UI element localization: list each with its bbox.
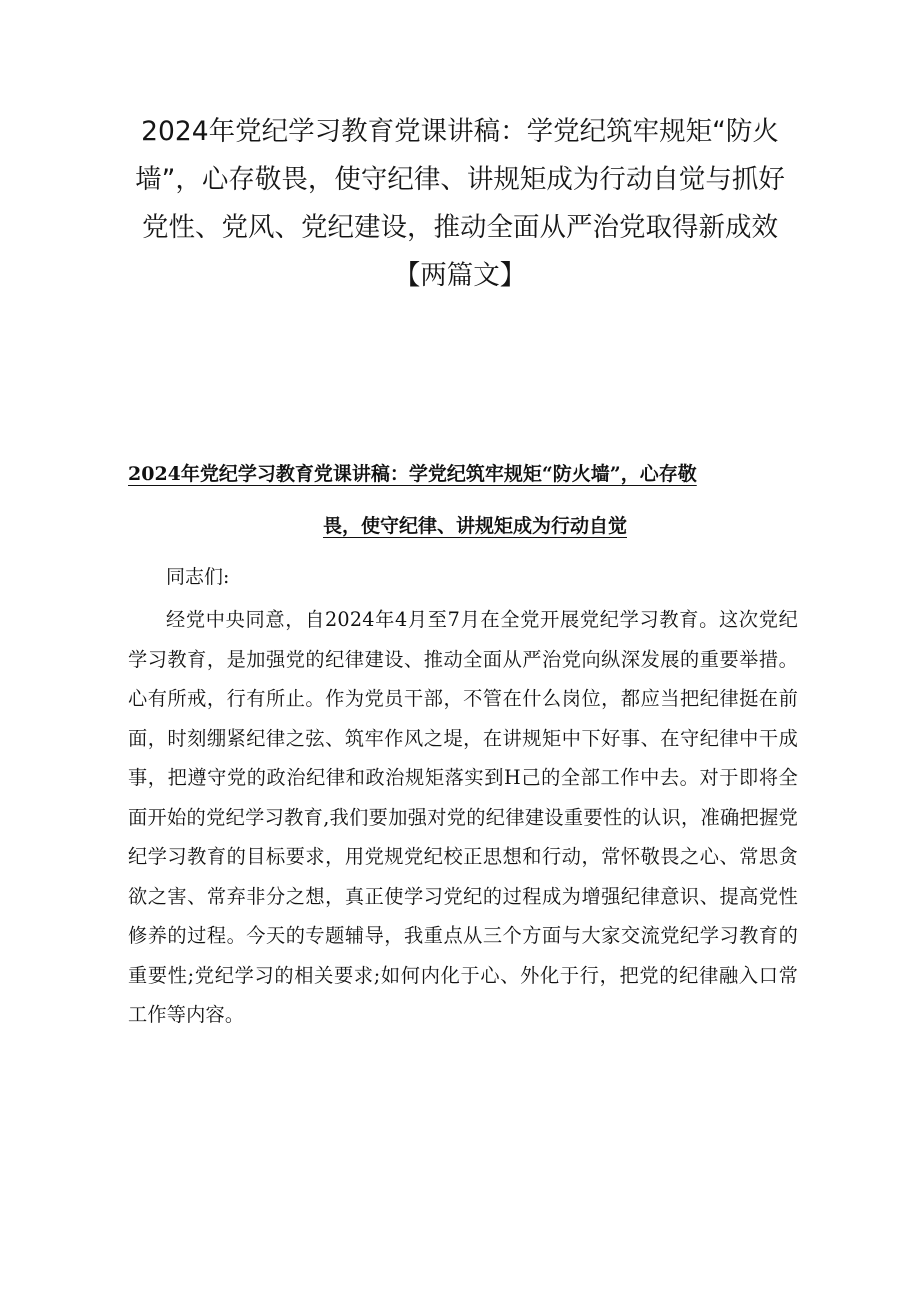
article-title-line-1: 2024年党纪学习教育党课讲稿：学党纪筑牢规矩“防火墙”，心存敬 bbox=[128, 463, 697, 485]
body-paragraph: 经党中央同意，自2024年4月至7月在全党开展党纪学习教育。这次党纪学习教育，是加强党的纪律建设、推动全面从严治党向纵深发展的重要举措。心有所戒，行有所止。作为党员干部，不管在什么岗位，都应当把纪律挺在前面，时刻绷紧纪律之弦、筑牢作风之堤，在讲规矩中下好事、在守纪律中干成事，把遵守党的政治纪律和政治规矩落实到H己的全部工作中去。对于即将全面开始的党纪学习教育,我们要加强对党的纪律建设重要性的认识，准确把握党纪学习教育的目标要求，用党规党纪校正思想和行动，常怀敬畏之心、常思贪欲之害、常弃非分之想，真正使学习党纪的过程成为增强纪律意识、提高党性修养的过程。今天的专题辅导，我重点从三个方面与大家交流党纪学习教育的重要性;党纪学习的相关要求;如何内化于心、外化于行，把党的纪律融入口常工作等内容。 bbox=[128, 608, 798, 1026]
document-main-title: 2024年党纪学习教育党课讲稿：学党纪筑牢规矩“防火墙”，心存敬畏，使守纪律、讲规矩成为行动自觉与抓好党性、党风、党纪建设，推动全面从严治党取得新成效【两篇文】 bbox=[135, 116, 785, 291]
article-title bbox=[128, 455, 792, 545]
article-title-line-2: 畏，使守纪律、讲规矩成为行动自觉 bbox=[322, 515, 627, 537]
salutation: 同志们: bbox=[166, 566, 230, 588]
